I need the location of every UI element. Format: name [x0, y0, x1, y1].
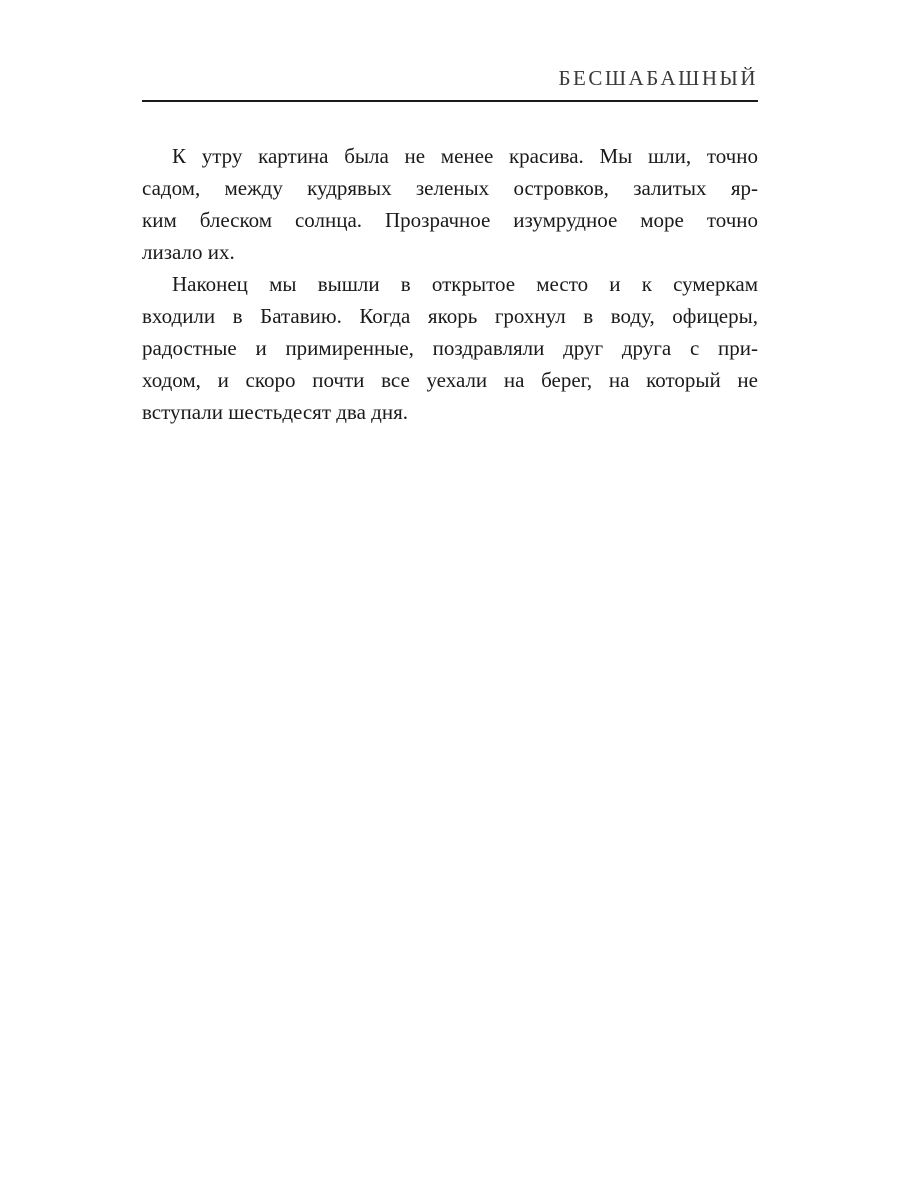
text-line: ким блеском солнца. Прозрачное изумрудное море точно: [142, 208, 758, 232]
text-line: радостные и примиренные, поздравляли друг друга с при-: [142, 336, 758, 360]
page-text: [142, 140, 758, 428]
text-line: входили в Батавию. Когда якорь грохнул в воду, офицеры,: [142, 304, 758, 328]
paragraph-1: [142, 140, 758, 268]
running-head: БЕСШАБАШНЫЙ: [558, 66, 758, 90]
text-line: Наконец мы вышли в открытое место и к сумеркам: [172, 272, 758, 296]
text-line: К утру картина была не менее красива. Мы шли, точно: [172, 144, 758, 168]
text-line: лизало их.: [142, 240, 235, 264]
text-line: вступали шестьдесят два дня.: [142, 400, 408, 424]
text-line: садом, между кудрявых зеленых островков, залитых яр-: [142, 176, 758, 200]
paragraph-2: [142, 268, 758, 428]
text-line: ходом, и скоро почти все уехали на берег, на который не: [142, 368, 758, 392]
header-rule: [142, 100, 758, 102]
